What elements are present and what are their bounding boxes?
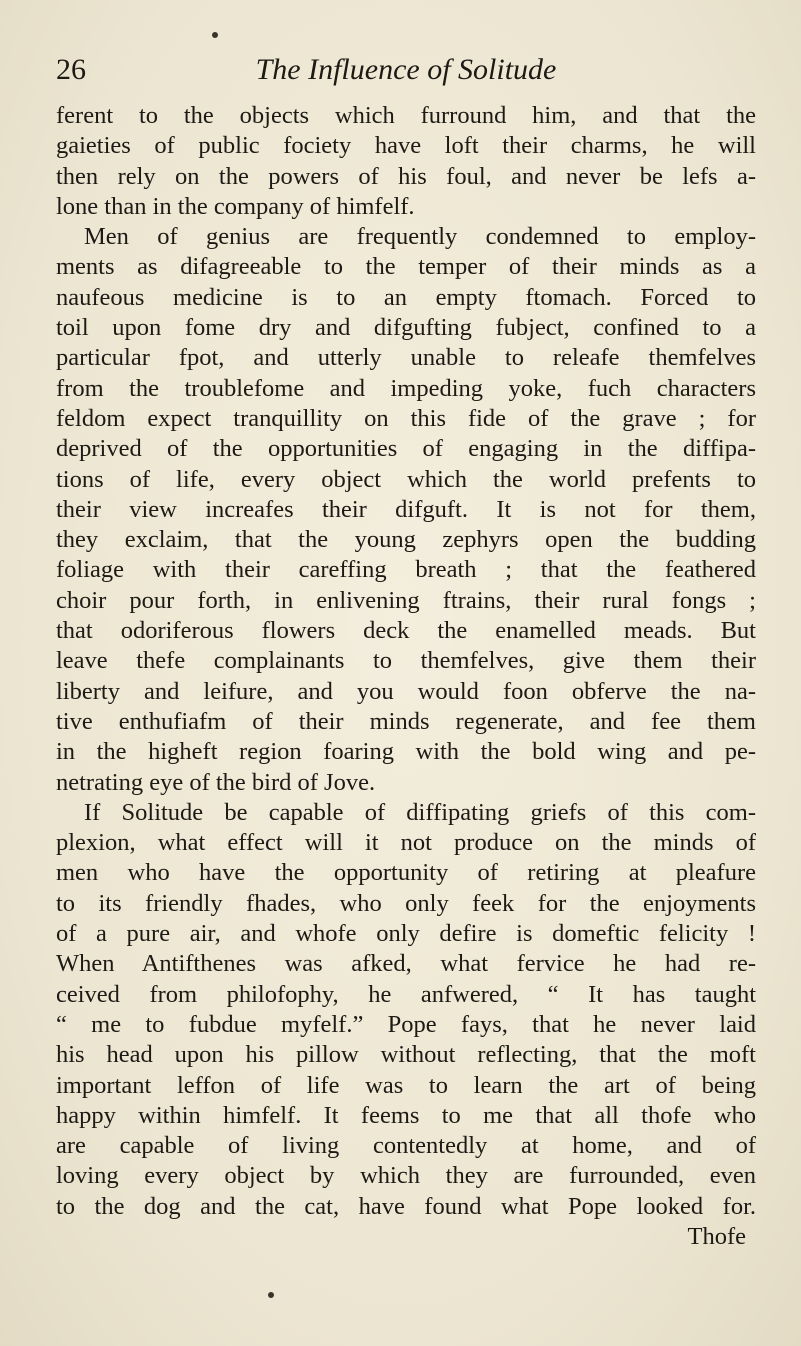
text-line: in the higheft region foaring with the bold wing and pe- [56,738,756,766]
text-line: men who have the opportunity of retiring at pleafure [56,859,756,887]
text-line: tions of life, every object which the world prefents to [56,465,756,493]
ink-speck [212,32,218,38]
text-line: liberty and leifure, and you would foon obferve the na- [56,677,756,705]
text-line: they exclaim, that the young zephyrs open the budding [56,526,756,554]
text-line: netrating eye of the bird of Jove. [56,768,376,796]
running-title: The Influence of Solitude [255,53,557,86]
ink-speck [268,1292,274,1298]
text-line: ments as difagreeable to the temper of their minds as a [56,253,756,281]
text-line: of a pure air, and whofe only defire is domeftic felicity ! [56,920,756,948]
text-line: important leffon of life was to learn the art of being [56,1071,756,1099]
text-line: his head upon his pillow without reflecting, that the moft [56,1041,756,1069]
text-line: lone than in the company of himfelf. [56,192,415,220]
text-line: deprived of the opportunities of engaging in the diffipa- [56,435,756,463]
text-line: When Antifthenes was afked, what fervice he had re- [56,950,756,978]
text-line: gaieties of public fociety have loft their charms, he will [56,132,756,160]
text-line: ceived from philofophy, he anfwered, “ It has taught [56,980,756,1008]
text-line: to the dog and the cat, have found what Pope looked for. [56,1192,756,1220]
text-line: naufeous medicine is to an empty ftomach. Forced to [56,283,756,311]
text-line: then rely on the powers of his foul, and never be lefs a- [56,162,756,190]
page-number: 26 [56,53,86,86]
paragraph-start-line: If Solitude be capable of diffipating griefs of this com- [84,798,756,826]
text-line: foliage with their careffing breath ; that the feathered [56,556,756,584]
text-line: ferent to the objects which furround him, and that the [56,102,756,129]
text-line: toil upon fome dry and difgufting fubject, confined to a [56,314,756,342]
text-line: plexion, what effect will it not produce on the minds of [56,829,756,857]
text-line: are capable of living contentedly at home, and of [56,1132,756,1160]
paragraph-start-line: Men of genius are frequently condemned to employ- [84,223,756,251]
text-line: to its friendly fhades, who only feek for the enjoyments [56,889,756,917]
page-header [56,50,756,90]
text-line: that odoriferous flowers deck the enamelled meads. But [56,617,756,645]
text-line: their view increafes their difguft. It is not for them, [56,495,756,523]
text-line: happy within himfelf. It feems to me that all thofe who [56,1101,756,1129]
text-line: leave thefe complainants to themfelves, give them their [56,647,756,675]
text-line: particular fpot, and utterly unable to releafe themfelves [56,344,756,372]
text-line: loving every object by which they are furrounded, even [56,1162,756,1190]
text-line: feldom expect tranquillity on this fide of the grave ; for [56,404,756,432]
text-line: “ me to fubdue myfelf.” Pope fays, that he never laid [56,1010,756,1038]
body-text [56,101,756,1252]
catchword: Thofe [687,1222,746,1250]
text-line: from the troublefome and impeding yoke, fuch characters [56,374,756,402]
text-line: choir pour forth, in enlivening ftrains, their rural fongs ; [56,586,756,614]
text-line: tive enthufiafm of their minds regenerate, and fee them [56,707,756,735]
